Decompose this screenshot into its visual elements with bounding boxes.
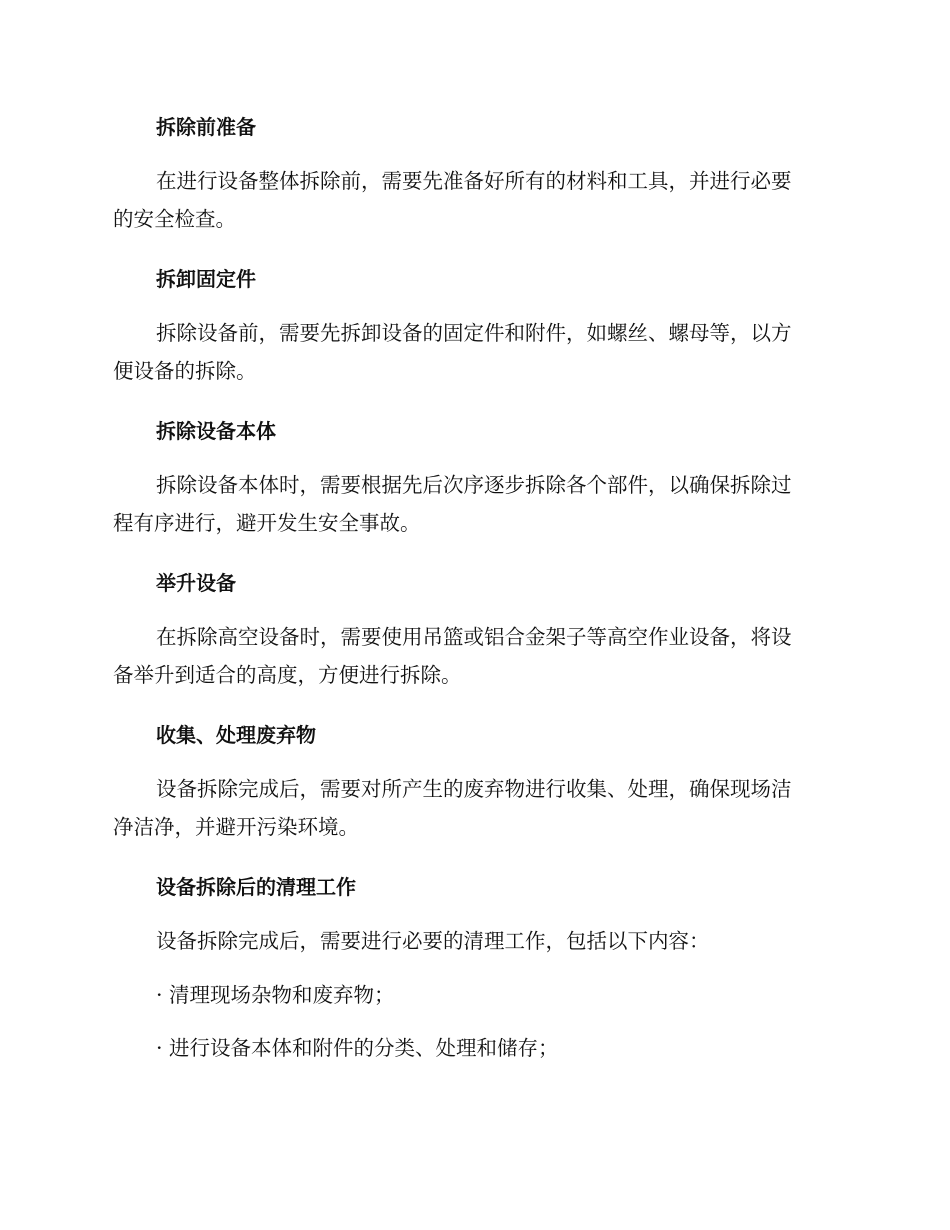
paragraph-line: 净洁净，并避开污染环境。 (113, 815, 359, 839)
paragraph-line: 程有序进行，避开发生安全事故。 (113, 511, 421, 535)
paragraph-line: 在进行设备整体拆除前，需要先准备好所有的材料和工具，并进行必要 (156, 169, 792, 193)
paragraph-line: 的安全检查。 (113, 207, 236, 231)
section-paragraph-equipment-body (113, 466, 833, 542)
paragraph-line: 便设备的拆除。 (113, 359, 257, 383)
section-heading-cleanup: 设备拆除后的清理工作 (156, 875, 356, 899)
paragraph-line: 拆除设备本体时，需要根据先后次序逐步拆除各个部件，以确保拆除过 (156, 473, 792, 497)
paragraph-line: 在拆除高空设备时，需要使用吊篮或铝合金架子等高空作业设备，将设 (156, 625, 792, 649)
section-heading-waste: 收集、处理废弃物 (156, 723, 316, 747)
bullet-item: · 清理现场杂物和废弃物； (156, 983, 395, 1007)
paragraph-line: 拆除设备前，需要先拆卸设备的固定件和附件，如螺丝、螺母等，以方 (156, 321, 792, 345)
paragraph-line: 设备拆除完成后，需要对所产生的废弃物进行收集、处理，确保现场洁 (156, 777, 792, 801)
bullet-item: · 进行设备本体和附件的分类、处理和储存； (156, 1036, 559, 1060)
section-paragraph-preparation (113, 162, 833, 238)
section-heading-preparation: 拆除前准备 (156, 115, 256, 139)
section-paragraph-fasteners (113, 314, 833, 390)
section-heading-fasteners: 拆卸固定件 (156, 267, 256, 291)
section-paragraph-waste (113, 770, 833, 846)
section-heading-equipment-body: 拆除设备本体 (156, 419, 276, 443)
section-paragraph-lifting (113, 618, 833, 694)
section-heading-lifting: 举升设备 (156, 571, 236, 595)
section-intro-cleanup: 设备拆除完成后，需要进行必要的清理工作，包括以下内容： (156, 929, 710, 953)
paragraph-line: 备举升到适合的高度，方便进行拆除。 (113, 663, 462, 687)
